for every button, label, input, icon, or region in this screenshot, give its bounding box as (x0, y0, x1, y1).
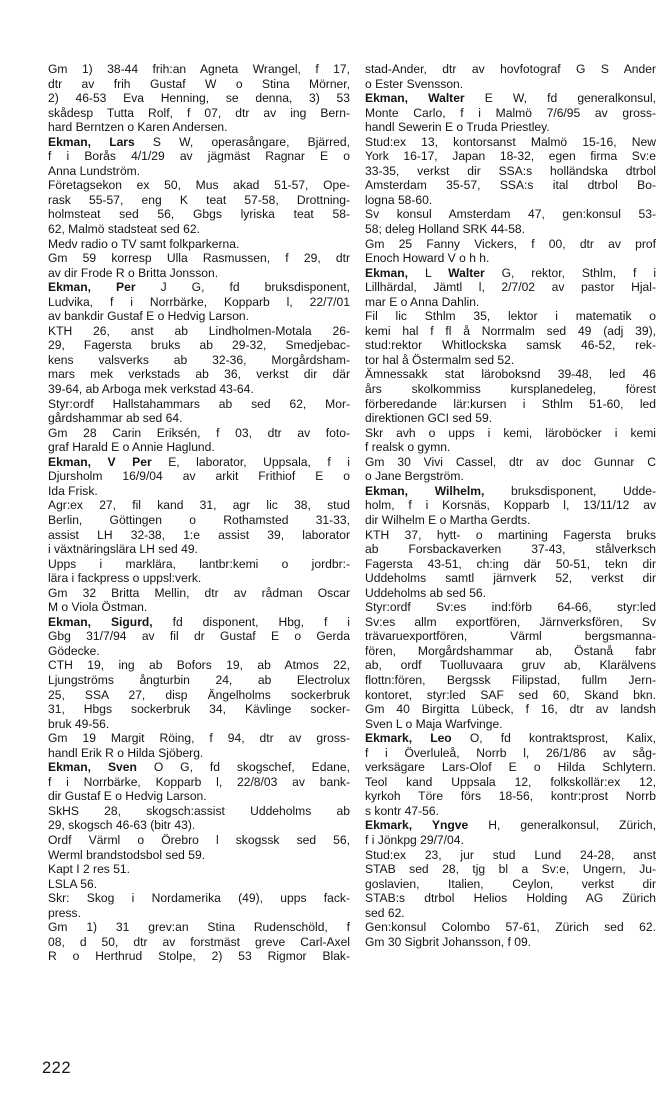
entry-text: ab, ordf Tuolluvaara gruv ab, Klarälvens (365, 658, 656, 673)
entry-text: 29, skogsch 46-63 (bitr 43). (48, 818, 196, 833)
entry-text: års skolkommiss kursplanedeleg, förest (365, 382, 656, 397)
text-line (48, 658, 350, 673)
text-line (365, 542, 656, 557)
entry-text: gårdshammar ab sed 64. (48, 411, 183, 426)
entry-text: J G, fd bruksdisponent, (135, 280, 350, 295)
text-line (365, 658, 656, 673)
text-line (48, 77, 350, 92)
text-line (48, 309, 350, 324)
text-line (365, 498, 656, 513)
text-line (48, 295, 350, 310)
entry-heading-line (48, 760, 350, 775)
text-line (48, 688, 350, 703)
entry-text: Stud:ex 13, kontorsanst Malmö 15-16, New (365, 134, 656, 149)
entry-text: Stud:ex 23, jur stud Lund 24-28, anst (365, 847, 656, 862)
text-line (48, 542, 350, 557)
text-line (48, 920, 350, 935)
text-line (365, 469, 656, 484)
entry-text: dtr av frih Gustaf W o Stina Mörner, (48, 76, 350, 91)
entry-text: Uddeholms samtl järnverk 52, verkst dir (365, 571, 656, 586)
text-line (48, 717, 350, 732)
entry-text: Gbg 31/7/94 av fil dr Gustaf E o Gerda (48, 629, 350, 644)
entry-text: Gm 25 Fanny Vickers, f 00, dtr av prof (365, 236, 656, 251)
text-line (365, 600, 656, 615)
entry-text: f i Jönkpg 29/7/04. (365, 832, 464, 847)
entry-text: Styr:ordf Sv:es ind:förb 64-66, styr:led (365, 600, 656, 615)
entry-text: logna 58-60. (365, 192, 433, 207)
text-line (48, 367, 350, 382)
entry-text: S W, operasångare, Bjärred, (134, 134, 350, 149)
entry-text: Ludvika, f i Norrbärke, Kopparb l, 22/7/01 (48, 294, 350, 309)
entry-text: o Jane Bergström. (365, 469, 464, 484)
text-line (365, 862, 656, 877)
text-line (48, 513, 350, 528)
entry-text: Styr:ordf Hallstahammars ab sed 62, Mor- (48, 396, 350, 411)
text-line (365, 804, 656, 819)
entry-name: Ekman, V Per (48, 454, 152, 469)
entry-text: sed 62. (365, 905, 405, 920)
text-line (365, 353, 656, 368)
entry-text: rask 55-57, eng K teat 57-58, Drottning- (48, 192, 350, 207)
entry-text: 33-35, verkst dir SSA:s holländska dtrbol (365, 163, 656, 178)
entry-text: ab Forsbackaverken 37-43, stålverksch (365, 542, 656, 557)
entry-text: assist LH 32-38, 1:e assist 39, laborator (48, 527, 350, 542)
entry-text: Upps i marklära, lantbr:kemi o jordbr:- (48, 556, 350, 571)
entry-text: bruksdisponent, Udde- (484, 483, 656, 498)
entry-text: av bankdir Gustaf E o Hedvig Larson. (48, 309, 249, 324)
entry-text: Ämnessakk stat läroboksnd 39-48, led 46 (365, 367, 656, 382)
entry-text: handl Sewerin E o Truda Priestley. (365, 120, 550, 135)
text-line (365, 440, 656, 455)
entry-text: Fagersta 43-51, ch:ing där 50-51, tekn dir (365, 556, 656, 571)
entry-text: Anna Lundström. (48, 163, 141, 178)
text-line (365, 717, 656, 732)
text-line (48, 222, 350, 237)
text-line (48, 848, 350, 863)
text-line (48, 746, 350, 761)
text-line (48, 862, 350, 877)
page-number: 222 (42, 1059, 72, 1077)
text-line (48, 586, 350, 601)
right-column (365, 62, 656, 949)
text-line (48, 731, 350, 746)
entry-text: KTH 37, hytt- o martining Fagersta bruks (365, 527, 656, 542)
entry-text: flottn:fören, Bergssk Filipstad, fullm Jern- (365, 672, 656, 687)
text-line (365, 62, 656, 77)
entry-text: Kapt I 2 res 51. (48, 862, 131, 877)
text-line (365, 935, 656, 950)
text-line (365, 164, 656, 179)
text-line (365, 789, 656, 804)
entry-text: stad-Ander, dtr av hovfotograf G S Ander (365, 62, 656, 76)
text-line (48, 833, 350, 848)
entry-text: Skr avh o upps i kemi, läroböcker i kemi (365, 425, 656, 440)
text-line (365, 615, 656, 630)
entry-text: Djursholm 16/9/04 av arkit Frithiof E o (48, 469, 350, 484)
text-line (365, 557, 656, 572)
entry-text: SkHS 28, skogsch:assist Uddeholms ab (48, 803, 350, 818)
text-line (365, 673, 656, 688)
entry-text: Werml brandstodsbol sed 59. (48, 847, 206, 862)
text-line (48, 469, 350, 484)
entry-heading-line (365, 818, 656, 833)
entry-heading-line (48, 280, 350, 295)
text-line (48, 557, 350, 572)
text-line (48, 91, 350, 106)
text-line (365, 906, 656, 921)
text-line (365, 891, 656, 906)
text-line (48, 775, 350, 790)
text-line (365, 178, 656, 193)
text-line (48, 629, 350, 644)
text-line (365, 702, 656, 717)
entry-name: Ekman, Sigurd, (48, 614, 153, 629)
text-line (365, 586, 656, 601)
entry-text: Ordf Värml o Örebro l skogssk sed 56, (48, 832, 350, 847)
entry-text: Lillhärdal, Jämtl l, 2/7/02 av pastor Hjal- (365, 280, 656, 295)
text-line (48, 266, 350, 281)
entry-text: CTH 19, ing ab Bofors 19, ab Atmos 22, (48, 658, 350, 673)
text-line (48, 382, 350, 397)
entry-name: Ekman, (365, 265, 409, 280)
text-line (365, 877, 656, 892)
text-line (365, 295, 656, 310)
entry-text: f i Överluleå, Norrb l, 26/1/86 av såg- (365, 745, 656, 760)
entry-text: Sv konsul Amsterdam 47, gen:konsul 53- (365, 207, 656, 222)
entry-text: lära i fackpress o uppsl:verk. (48, 571, 202, 586)
text-line (48, 906, 350, 921)
entry-text: 39-64, ab Arboga mek verkstad 43-64. (48, 382, 254, 397)
text-line (365, 629, 656, 644)
entry-text: Sv:es allm exportfören, Järnverksfören, Sv (365, 614, 656, 629)
entry-text: 31, Hbgs sockerbruk 34, Kävlinge socker- (48, 702, 350, 717)
entry-text: fd disponent, Hbg, f i (152, 614, 350, 629)
text-line (365, 338, 656, 353)
text-line (48, 178, 350, 193)
text-line (48, 149, 350, 164)
entry-text: Ida Frisk. (48, 483, 98, 498)
entry-text: i växtnäringslära LH sed 49. (48, 542, 198, 557)
entry-name: Ekman, Per (48, 280, 136, 295)
text-line (365, 382, 656, 397)
entry-text: av dir Frode R o Britta Jonsson. (48, 265, 219, 280)
text-line (48, 702, 350, 717)
text-line (48, 528, 350, 543)
entry-text: Medv radio o TV samt folkparkerna. (48, 236, 240, 251)
entry-text: 62, Malmö stadsteat sed 62. (48, 222, 200, 237)
entry-text: 25, SSA 27, disp Ängelholms sockerbruk (48, 687, 350, 702)
entry-text: Monte Carlo, f i Malmö 7/6/95 av gross- (365, 105, 656, 120)
entry-text: Agr:ex 27, fil kand 31, agr lic 38, stud (48, 498, 350, 513)
text-line (48, 789, 350, 804)
text-line (48, 338, 350, 353)
entry-text: Gm 19 Margit Röing, f 94, dtr av gross- (48, 731, 350, 746)
entry-text: STAB:s dtrbol Helios Holding AG Zürich (365, 891, 656, 906)
text-line (365, 251, 656, 266)
text-line (48, 120, 350, 135)
entry-text: fören, Morgårdshammar ab, Östanå fabr (365, 643, 656, 658)
entry-text: direktionen GCI sed 59. (365, 411, 493, 426)
text-line (48, 600, 350, 615)
entry-text: Ljungströms ångturbin 24, ab Electrolux (48, 672, 350, 687)
text-line (365, 193, 656, 208)
text-line (365, 760, 656, 775)
text-line (48, 498, 350, 513)
text-line (48, 62, 350, 77)
entry-text: M o Viola Östman. (48, 600, 148, 615)
entry-text: O, fd kontraktsprost, Kalix, (451, 731, 656, 746)
entry-text: 2) 46-53 Eva Henning, se denna, 3) 53 (48, 91, 350, 106)
text-line (365, 455, 656, 470)
entry-heading-line (48, 135, 350, 150)
entry-text: tor hal å Östermalm sed 52. (365, 352, 515, 367)
text-line (365, 207, 656, 222)
entry-name: Ekmark, Yngve (365, 818, 469, 833)
entry-text: LSLA 56. (48, 876, 98, 891)
entry-text: f i Norrbärke, Kopparb l, 22/8/03 av bank- (48, 774, 350, 789)
text-line (365, 848, 656, 863)
entry-name: Ekmark, Leo (365, 731, 452, 746)
text-line (365, 688, 656, 703)
entry-text: dir Wilhelm E o Martha Gerdts. (365, 512, 531, 527)
entry-text: f realsk o gymn. (365, 440, 451, 455)
entry-text: 58; deleg Holland SRK 44-58. (365, 222, 526, 237)
text-line (48, 353, 350, 368)
entry-text: Berlin, Göttingen o Rothamsted 31-33, (48, 512, 350, 527)
entry-text: Enoch Howard V o h h. (365, 251, 490, 266)
text-line (48, 644, 350, 659)
entry-text: Gm 30 Vivi Cassel, dtr av doc Gunnar C (365, 454, 656, 469)
entry-text: mar E o Anna Dahlin. (365, 294, 480, 309)
text-line (48, 484, 350, 499)
entry-text: Gm 28 Carin Eriksén, f 03, dtr av foto- (48, 425, 350, 440)
text-line (365, 528, 656, 543)
text-line (365, 309, 656, 324)
text-line (365, 222, 656, 237)
text-line (48, 207, 350, 222)
entry-text: G, rektor, Sthlm, f i (484, 265, 657, 280)
entry-heading-line (365, 731, 656, 746)
text-line (365, 833, 656, 848)
entry-text: O G, fd skogschef, Edane, (136, 760, 350, 775)
text-line (48, 397, 350, 412)
entry-text: E W, fd generalkonsul, (464, 91, 656, 106)
text-line (48, 673, 350, 688)
entry-text: Gm 30 Sigbrit Johansson, f 09. (365, 934, 532, 949)
text-line (365, 571, 656, 586)
entry-text: kyrkoh Töre förs 18-56, kontr:prost Norrb (365, 789, 656, 804)
entry-heading-line (365, 266, 656, 281)
text-line (365, 237, 656, 252)
entry-text: L (408, 265, 449, 280)
text-line (48, 237, 350, 252)
text-line (365, 367, 656, 382)
entry-text: Gm 40 Birgitta Lübeck, f 16, dtr av landsh (365, 702, 656, 717)
entry-text: kontoret, styr:led SAF sed 60, Skand bkn. (365, 687, 656, 702)
text-line (365, 411, 656, 426)
entry-text: H, generalkonsul, Zürich, (468, 818, 657, 833)
text-line (48, 251, 350, 266)
entry-text: skådesp Tutta Rolf, f 07, dtr av ing Bern- (48, 105, 350, 120)
entry-text: Gen:konsul Colombo 57-61, Zürich sed 62. (365, 920, 656, 935)
entry-text: kemi hal f fl å Norrmalm sed 49 (adj 39), (365, 323, 656, 338)
text-line (365, 775, 656, 790)
entry-text: STAB sed 28, tjg bl a Sv:e, Ungern, Ju- (365, 862, 656, 877)
entry-text: holm, f i Korsnäs, Kopparb l, 13/11/12 av (365, 498, 656, 513)
entry-heading-line (365, 91, 656, 106)
text-line (365, 920, 656, 935)
entry-text: trävaruexportfören, Värml bergsmanna- (365, 629, 656, 644)
entry-heading-line (48, 615, 350, 630)
entry-text: stud:rektor Whitlockska samsk 46-52, rek- (365, 338, 656, 353)
entry-text: f i Borås 4/1/29 av jägmäst Ragnar E o (48, 149, 350, 164)
entry-text: Amsterdam 35-57, SSA:s ital dtrbol Bo- (365, 178, 656, 193)
text-line (365, 513, 656, 528)
entry-text: dir Gustaf E o Hedvig Larson. (48, 789, 207, 804)
text-line (48, 818, 350, 833)
entry-text: handl Erik R o Hilda Sjöberg. (48, 745, 204, 760)
entry-text: press. (48, 905, 81, 920)
text-line (48, 571, 350, 586)
entry-text: Sven L o Maja Warfvinge. (365, 716, 503, 731)
entry-text: R o Herthrud Stolpe, 2) 53 Rigmor Blak- (48, 949, 350, 964)
entry-text: KTH 26, anst ab Lindholmen-Motala 26- (48, 323, 350, 338)
text-line (365, 120, 656, 135)
entry-text: holmsteat sed 56, Gbgs lyriska teat 58- (48, 207, 350, 222)
entry-text: York 16-17, Japan 18-32, egen firma Sv:e (365, 149, 656, 164)
text-line (365, 106, 656, 121)
text-line (365, 280, 656, 295)
entry-text: Gm 1) 31 grev:an Stina Rudenschöld, f (48, 920, 350, 935)
entry-name: Ekman, Sven (48, 760, 137, 775)
text-line (365, 77, 656, 92)
entry-text: verksägare Lars-Olof E o Hilda Schlytern. (365, 760, 656, 775)
text-line (48, 193, 350, 208)
entry-text: Uddeholms ab sed 56. (365, 585, 487, 600)
text-line (48, 935, 350, 950)
entry-name: Ekman, Wilhelm, (365, 483, 485, 498)
entry-text: 08, d 50, dtr av forstmäst greve Carl-Axel (48, 934, 350, 949)
text-line (48, 164, 350, 179)
text-line (48, 440, 350, 455)
entry-text: s kontr 47-56. (365, 803, 439, 818)
text-line (365, 135, 656, 150)
text-line (48, 426, 350, 441)
text-line (365, 397, 656, 412)
entry-text: Skr: Skog i Nordamerika (49), upps fack- (48, 891, 350, 906)
entry-text: kens valsverks ab 32-36, Morgårdsham- (48, 352, 350, 367)
text-line (48, 411, 350, 426)
text-line (48, 949, 350, 964)
entry-text: hard Berntzen o Karen Andersen. (48, 120, 228, 135)
entry-text: graf Harald E o Annie Haglund. (48, 440, 215, 455)
entry-name: Ekman, Lars (48, 134, 135, 149)
entry-text: E, laborator, Uppsala, f i (151, 454, 350, 469)
entry-text: Fil lic Sthlm 35, lektor i matematik o (365, 309, 656, 324)
text-line (365, 426, 656, 441)
text-line (365, 644, 656, 659)
entry-name: Ekman, Walter (365, 91, 465, 106)
entry-text: bruk 49-56. (48, 716, 110, 731)
entry-heading-line (48, 455, 350, 470)
text-line (365, 149, 656, 164)
entry-text: Gm 1) 38-44 frih:an Agneta Wrangel, f 17, (48, 62, 350, 76)
entry-text: goslavien, Italien, Ceylon, verkst dir (365, 876, 656, 891)
left-column (48, 62, 350, 964)
entry-text: Företagsekon ex 50, Mus akad 51-57, Ope- (48, 178, 350, 193)
text-line (48, 877, 350, 892)
entry-text: Gm 59 korresp Ulla Rasmussen, f 29, dtr (48, 251, 350, 266)
entry-text: förberedande lär:kursen i Sthlm 51-60, led (365, 396, 656, 411)
text-line (365, 746, 656, 761)
entry-heading-line (365, 484, 656, 499)
text-line (48, 106, 350, 121)
entry-text: Teol kand Uppsala 12, folkskollär:ex 12, (365, 774, 656, 789)
entry-text: mars mek verkstads ab 36, verkst dir där (48, 367, 350, 382)
entry-text: Gm 32 Britta Mellin, dtr av rådman Oscar (48, 585, 350, 600)
entry-text: 29, Fagersta bruks ab 29-32, Smedjebac- (48, 338, 350, 353)
text-line (365, 324, 656, 339)
entry-text: Gödecke. (48, 643, 100, 658)
text-line (48, 891, 350, 906)
entry-text: o Ester Svensson. (365, 76, 464, 91)
text-line (48, 804, 350, 819)
text-line (48, 324, 350, 339)
entry-name: Walter (448, 265, 485, 280)
